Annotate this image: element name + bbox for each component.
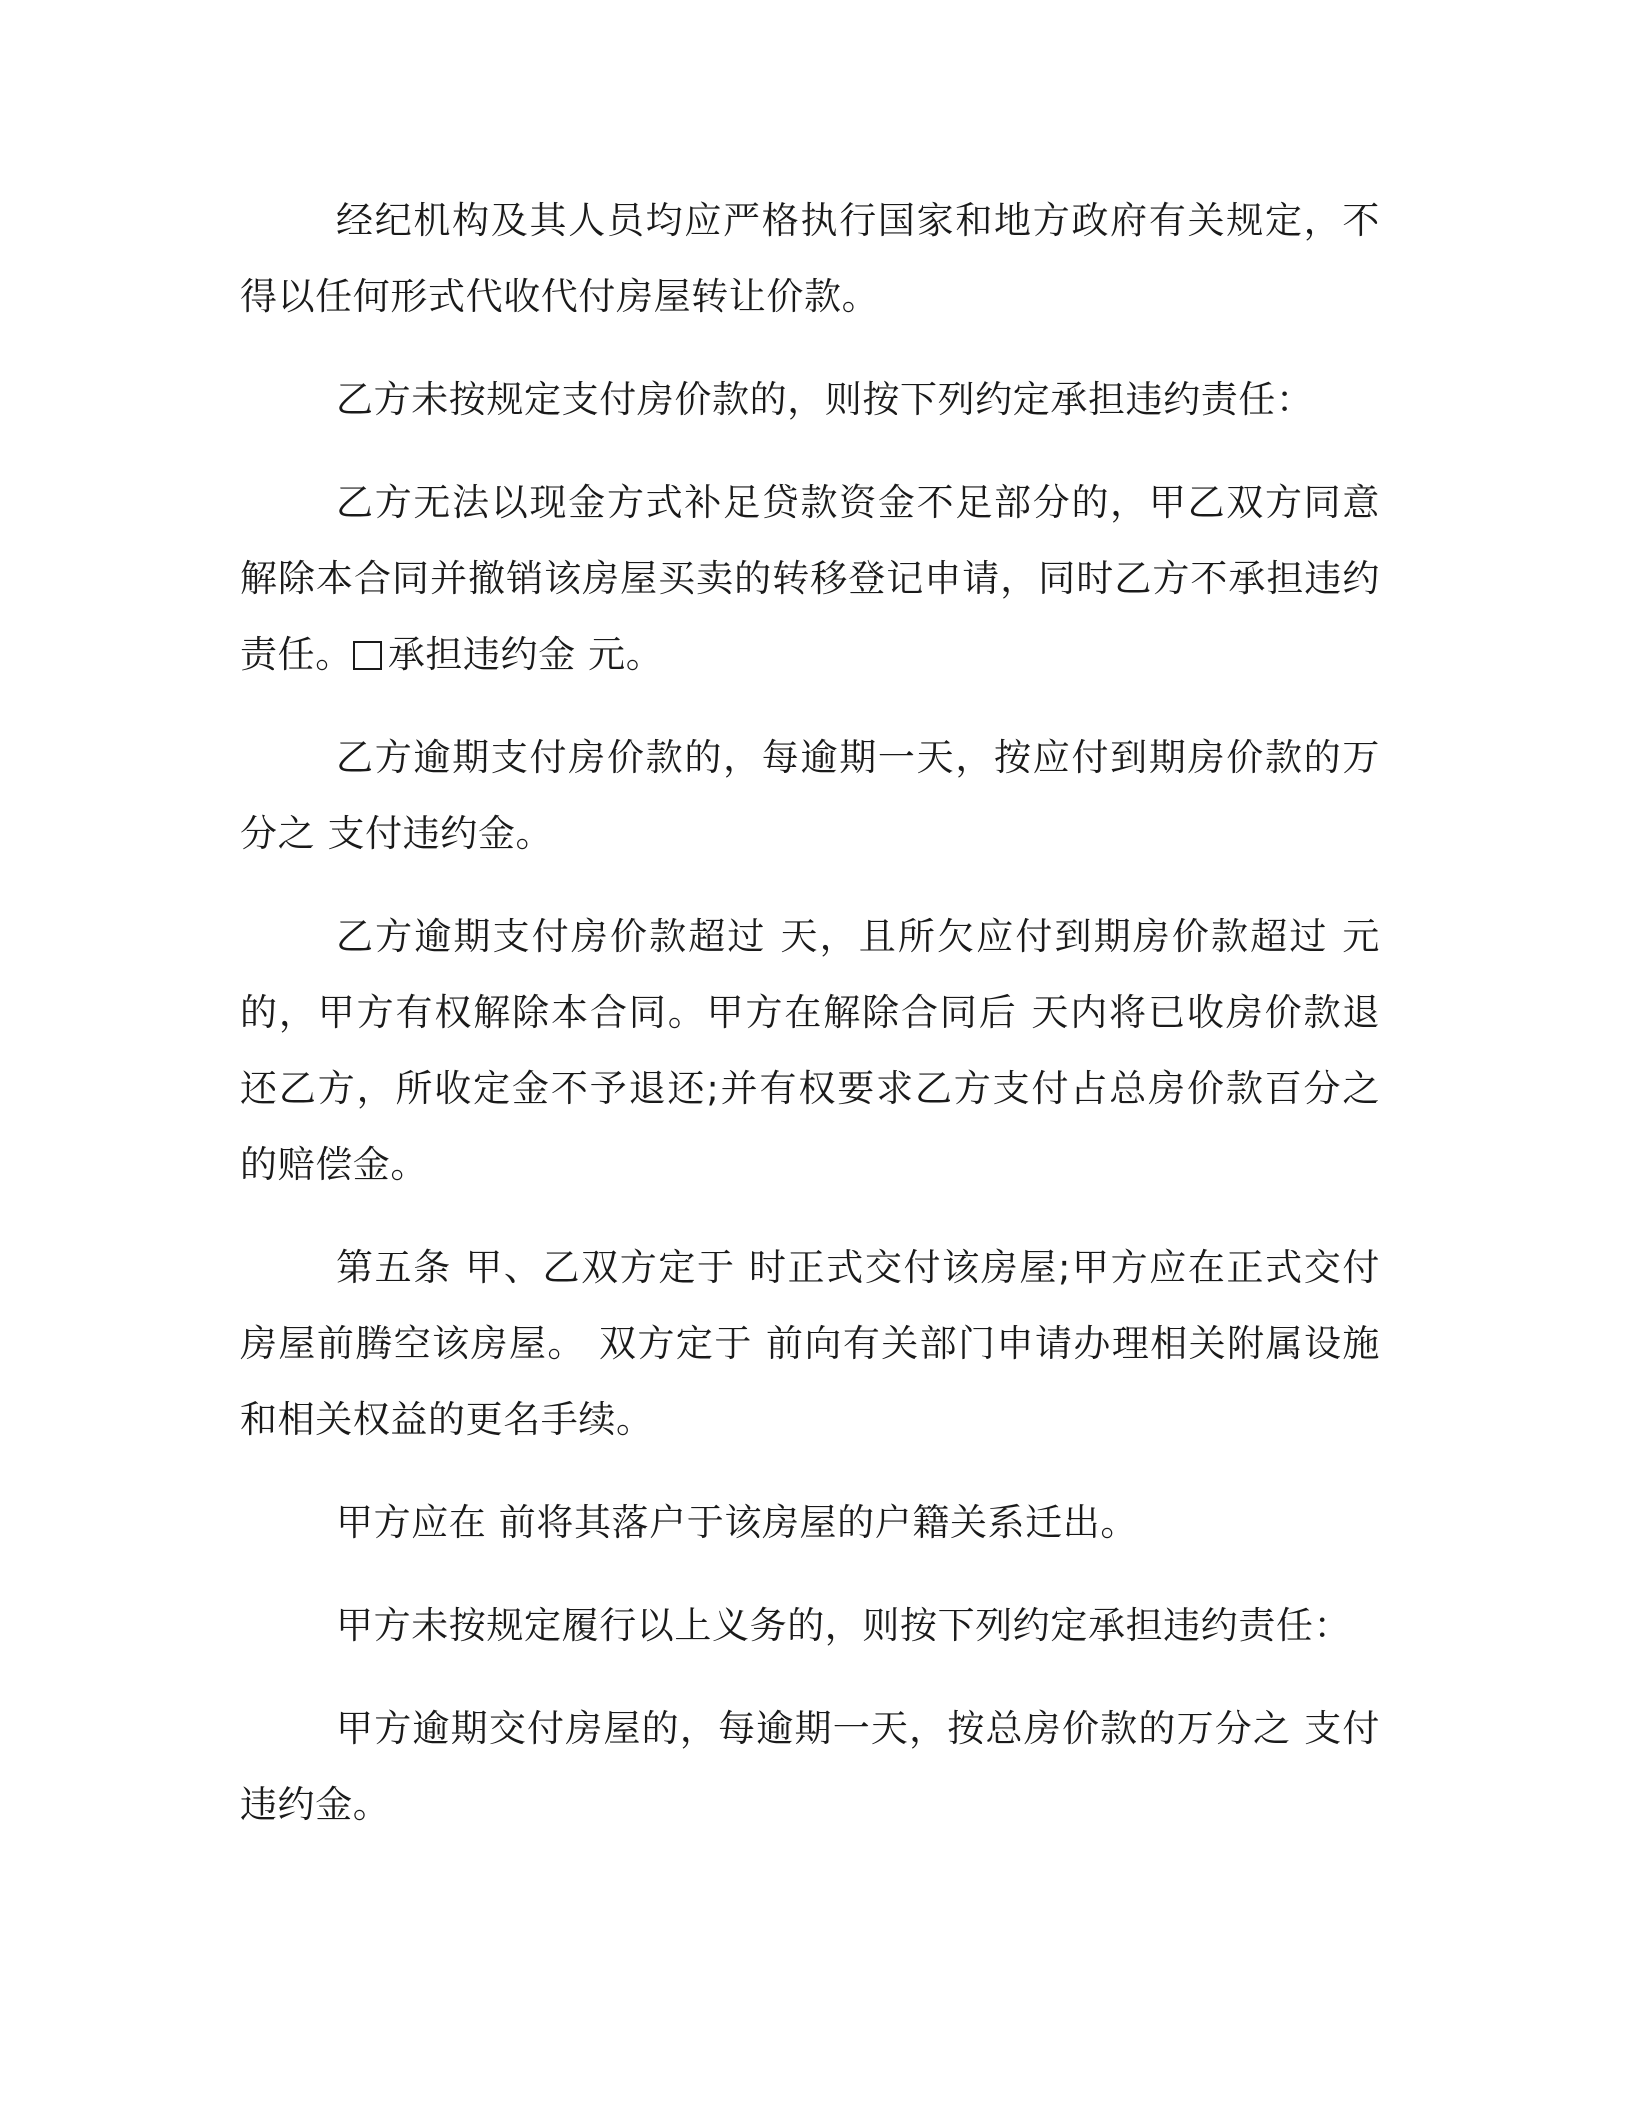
paragraph: 甲方逾期交付房屋的，每逾期一天，按总房价款的万分之 支付违约金。 — [240, 1707, 1380, 1826]
paragraph: 第五条 甲、乙双方定于 时正式交付该房屋;甲方应在正式交付房屋前腾空该房屋。 双方定于 前向有关部门申请办理相关附属设施和相关权益的更名手续。 — [240, 1246, 1380, 1441]
paragraph-text: 乙方无法以现金方式补足贷款资金不足部分的，甲乙双方同意解除本合同并撤销该房屋买卖的转移登记申请，同时乙方不承担违约责任。 — [240, 481, 1380, 676]
paragraph — [240, 465, 1380, 693]
paragraph: 经纪机构及其人员均应严格执行国家和地方政府有关规定，不得以任何形式代收代付房屋转让价款。 — [240, 199, 1380, 318]
empty-checkbox-icon — [353, 641, 382, 670]
paragraph: 乙方逾期支付房价款超过 天，且所欠应付到期房价款超过 元的，甲方有权解除本合同。甲方在解除合同后 天内将已收房价款退还乙方，所收定金不予退还;并有权要求乙方支付占总房价款百分之 的赔偿金。 — [240, 915, 1380, 1186]
paragraph: 甲方未按规定履行以上义务的，则按下列约定承担违约责任： — [336, 1604, 1352, 1647]
paragraph: 甲方应在 前将其落户于该房屋的户籍关系迁出。 — [336, 1501, 1138, 1544]
paragraph-text-after-checkbox: 承担违约金 元。 — [387, 633, 664, 676]
paragraph: 乙方逾期支付房价款的，每逾期一天，按应付到期房价款的万分之 支付违约金。 — [240, 736, 1380, 855]
document-body — [240, 183, 1380, 1870]
paragraph: 乙方未按规定支付房价款的，则按下列约定承担违约责任： — [336, 378, 1314, 421]
